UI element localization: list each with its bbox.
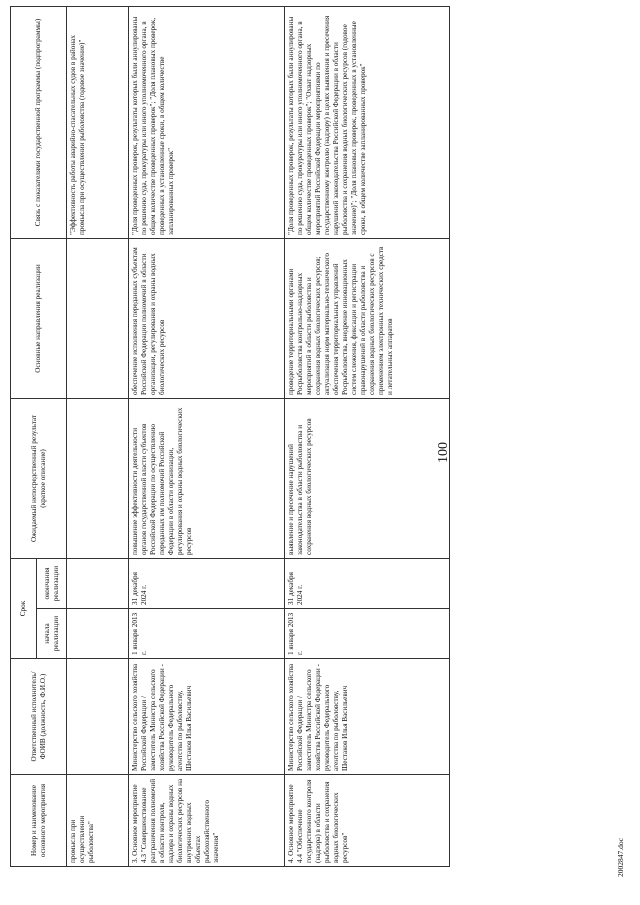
header-term: Срок [11, 558, 37, 658]
row-result: выявление и пресечение нарушений законодательства в области рыболовства и сохранения водных биологических ресурсов [285, 398, 450, 558]
header-result: Ожидаемый непосредственный результат (краткое описание) [11, 398, 67, 558]
header-measure-name: Номер и наименование основного мероприятия [11, 775, 67, 867]
table-row [67, 6, 129, 866]
row-end [67, 558, 129, 608]
row-title: промысла при осуществлении рыболовства" [69, 815, 95, 863]
row-name [67, 775, 129, 867]
measures-table [10, 6, 450, 867]
row-result: повышение эффективности деятельности органов государственной власти субъектов Российской Федерации по осуществлению переданных им полномочий Российской Федерации в области организации, регулирования и охраны водных биологических ресурсов [129, 398, 285, 558]
header-end: окончания реализации [37, 558, 67, 608]
row-executor: Министерство сельского хозяйства Российской Федерации / заместитель Министра сельского хозяйства Российской Федерации - руководитель Федерального агентства по рыболовству, Шестаков Илья Васильевич [285, 659, 450, 775]
row-link: "Эффективность работы аварийно-спасательных судов в районах промысла при осуществлении рыболовства (годовое значение)" [67, 6, 129, 238]
page-number: 100 [436, 442, 451, 463]
row-number: 4. [287, 857, 295, 863]
file-footer: 2002847.doc [616, 838, 625, 877]
header-directions: Основные направления реализации [11, 238, 67, 398]
row-directions: проведение территориальными органами Росрыболовства контрольно-надзорных мероприятий в области рыболовства и сохранения водных биологических ресурсов; актуализация норм материально-технического обеспечения территориальных управлений Росрыболовства, внедрение инновационных систем слежения, фиксации и регистрации правонарушений в области рыболовства и сохранения водных биологических ресурсов с применением электронных технических средств и летательных аппаратов [285, 238, 450, 398]
row-start: 1 января 2013 г. [285, 609, 450, 659]
row-number: 3. [131, 857, 139, 863]
header-executor: Ответственный исполнитель/ФОИВ (должность, Ф.И.О.) [11, 659, 67, 775]
row-start: 1 января 2013 г. [129, 609, 285, 659]
row-directions [67, 238, 129, 398]
row-name [285, 775, 450, 867]
row-end: 31 декабря 2024 г. [129, 558, 285, 608]
row-name [129, 775, 285, 867]
row-end: 31 декабря 2024 г. [285, 558, 450, 608]
row-link: "Доля проведенных проверок, результаты которых были аннулированы по решению суда, прокуратуры или иного уполномоченного органа, в общем количестве проведенных проверок"; "Охват надзорных мероприятий Российской Федерации мероприятиями по государственному контролю (надзору) в целях выявления и пресечения нарушений законодательства Российской Федерации в области рыболовства и сохранения водных биологических ресурсов (годовое значение)"; "Доля плановых проверок, проведенных в установленные сроки, в общем количестве запланированных проверок" [285, 6, 450, 238]
row-result [67, 398, 129, 558]
row-title: Основное мероприятие 4.4 "Обеспечение государственного контроля (надзора) в области рыболовства и сохранения водных биологических ресурсов" [287, 779, 349, 863]
table-row [129, 6, 285, 866]
row-start [67, 609, 129, 659]
row-title: Основное мероприятие 4.3 "Совершенствование разграничения полномочий в области контроля, надзора и охраны водных биологических ресурсов на внутренних водных объектах рыбохозяйственного значения" [131, 778, 220, 863]
row-executor [67, 659, 129, 775]
header-row [11, 6, 37, 866]
header-start: начала реализации [37, 609, 67, 659]
header-indicators-link: Связь с показателями государственной программы (подпрограммы) [11, 6, 67, 238]
row-link: "Доля проведенных проверок, результаты которых были аннулированы по решению суда, прокуратуры или иного уполномоченного органа, в общем количестве проведенных проверок"; "Доля плановых проверок, проведенных в установленные сроки, в общем количестве запланированных проверок" [129, 6, 285, 238]
row-directions: обеспечение исполнения переданных субъектам Российской Федерации полномочий в области организации, регулирования и охраны водных биологических ресурсов [129, 238, 285, 398]
table-row [285, 6, 450, 866]
row-executor: Министерство сельского хозяйства Российской Федерации / заместитель Министра сельского хозяйства Российской Федерации - руководитель Федерального агентства по рыболовству, Шестаков Илья Васильевич [129, 659, 285, 775]
